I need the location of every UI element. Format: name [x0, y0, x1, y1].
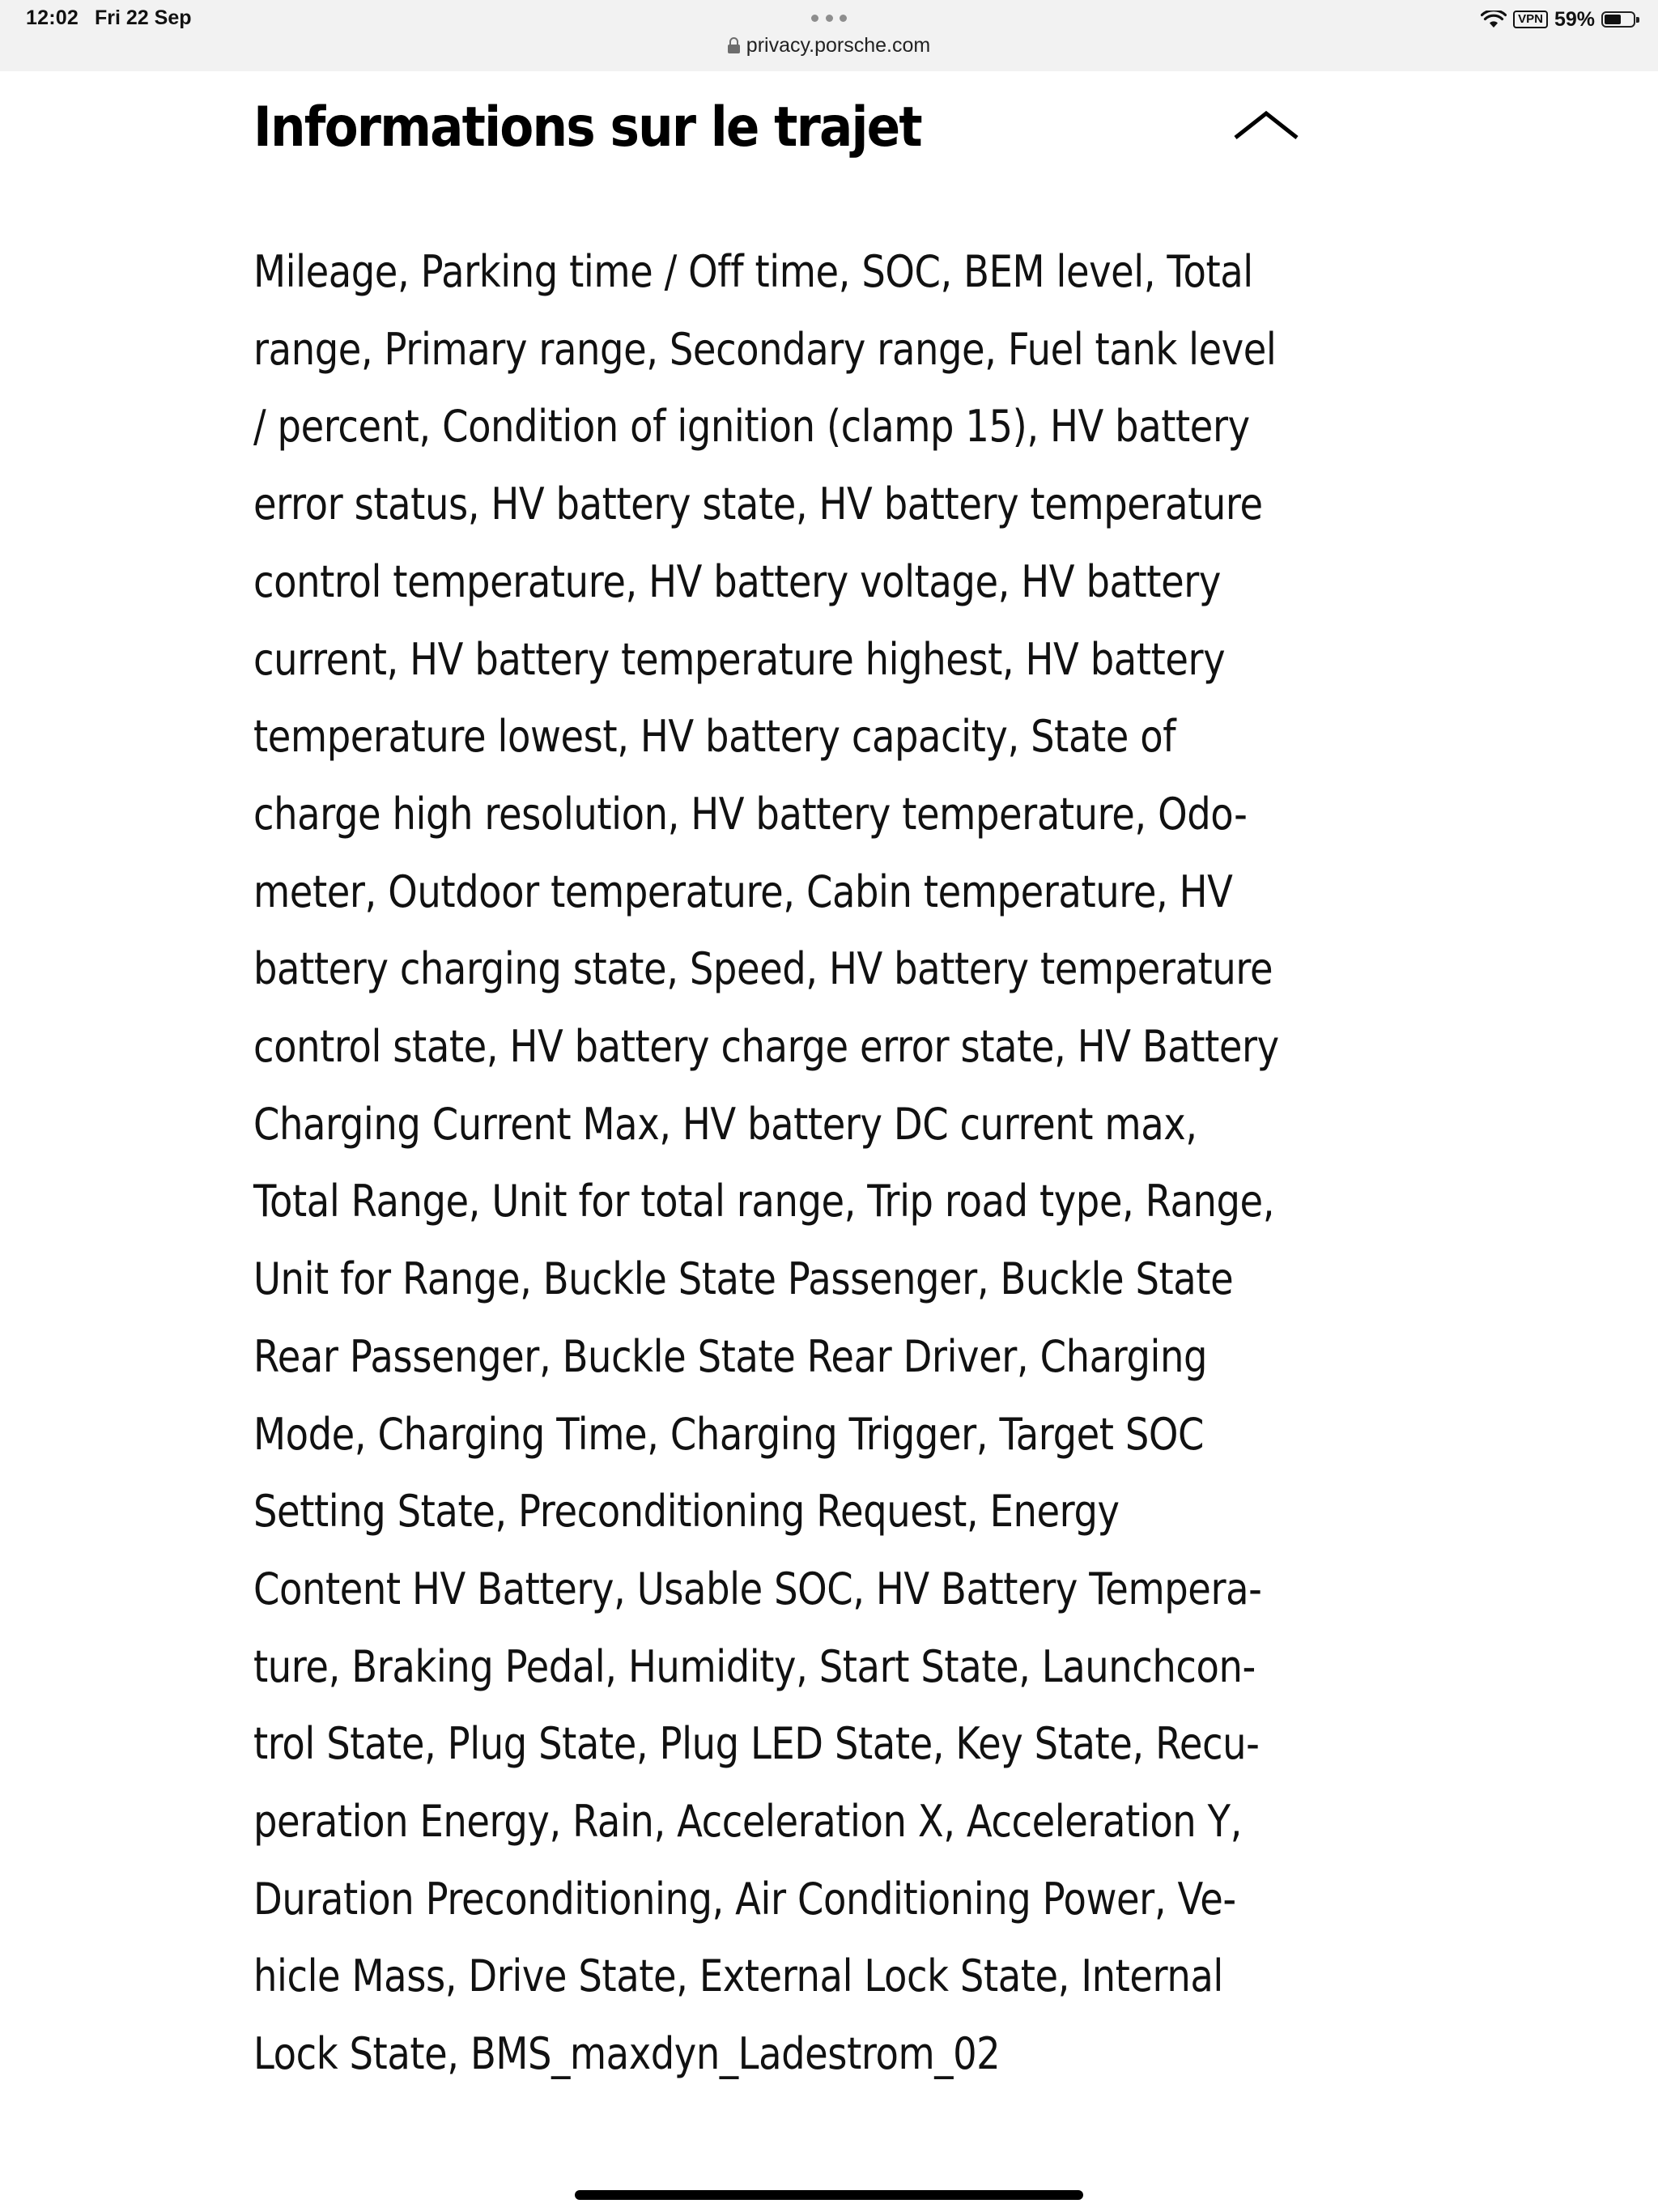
- body-line: Duration Preconditioning, Air Conditioning Power, Ve-: [253, 1873, 1236, 1925]
- battery-icon: [1601, 11, 1635, 28]
- status-indicators: [1481, 8, 1635, 31]
- lock-icon: [728, 37, 740, 53]
- home-indicator[interactable]: [575, 2190, 1083, 2200]
- vpn-badge: VPN: [1513, 11, 1548, 28]
- address-bar[interactable]: [0, 34, 1658, 57]
- body-line: hicle Mass, Drive State, External Lock State, Internal: [253, 1950, 1223, 2002]
- body-line: current, HV battery temperature highest, HV battery: [253, 633, 1226, 685]
- body-line: Total Range, Unit for total range, Trip road type, Range,: [253, 1176, 1275, 1227]
- body-line: range, Primary range, Secondary range, Fuel tank level: [253, 323, 1277, 375]
- body-line: control state, HV battery charge error state, HV Battery: [253, 1021, 1279, 1073]
- body-line: meter, Outdoor temperature, Cabin temperature, HV: [253, 866, 1233, 917]
- status-time: 12:02: [26, 6, 79, 29]
- body-line: Unit for Range, Buckle State Passenger, Buckle State: [253, 1253, 1234, 1305]
- wifi-icon: [1481, 11, 1507, 28]
- body-line: Content HV Battery, Usable SOC, HV Battery Tempera-: [253, 1563, 1262, 1614]
- body-line: temperature lowest, HV battery capacity, State of: [253, 711, 1176, 763]
- battery-fill: [1605, 15, 1621, 24]
- browser-menu-dots-icon[interactable]: [811, 15, 847, 23]
- url-text: privacy.porsche.com: [746, 34, 931, 57]
- battery-percent: 59%: [1554, 7, 1595, 31]
- body-line: ture, Braking Pedal, Humidity, Start State, Launchcon-: [253, 1640, 1256, 1692]
- body-line: / percent, Condition of ignition (clamp 15), HV battery: [253, 401, 1250, 453]
- section-body-text: [253, 233, 1279, 2093]
- body-line: Rear Passenger, Buckle State Rear Driver, Charging: [253, 1330, 1208, 1382]
- collapse-section-button[interactable]: [1231, 99, 1302, 151]
- body-line: peration Energy, Rain, Acceleration X, Acceleration Y,: [253, 1796, 1242, 1848]
- body-line: Setting State, Preconditioning Request, Energy: [253, 1486, 1120, 1538]
- status-bar: [0, 0, 1658, 71]
- body-line: Lock State, BMS_maxdyn_Ladestrom_02: [253, 2028, 1001, 2080]
- section-title[interactable]: Informations sur le trajet: [253, 96, 921, 160]
- chevron-up-icon: [1231, 99, 1302, 151]
- body-line: Charging Current Max, HV battery DC current max,: [253, 1098, 1197, 1150]
- body-line: Mode, Charging Time, Charging Trigger, Target SOC: [253, 1408, 1205, 1460]
- status-date: Fri 22 Sep: [95, 6, 192, 29]
- body-line: error status, HV battery state, HV battery temperature: [253, 479, 1263, 530]
- body-line: charge high resolution, HV battery temperature, Odo-: [253, 788, 1248, 840]
- body-line: trol State, Plug State, Plug LED State, Key State, Recu-: [253, 1718, 1260, 1770]
- body-line: Mileage, Parking time / Off time, SOC, BEM level, Total: [253, 246, 1253, 297]
- body-line: battery charging state, Speed, HV battery temperature: [253, 943, 1273, 995]
- body-line: control temperature, HV battery voltage, HV battery: [253, 555, 1221, 607]
